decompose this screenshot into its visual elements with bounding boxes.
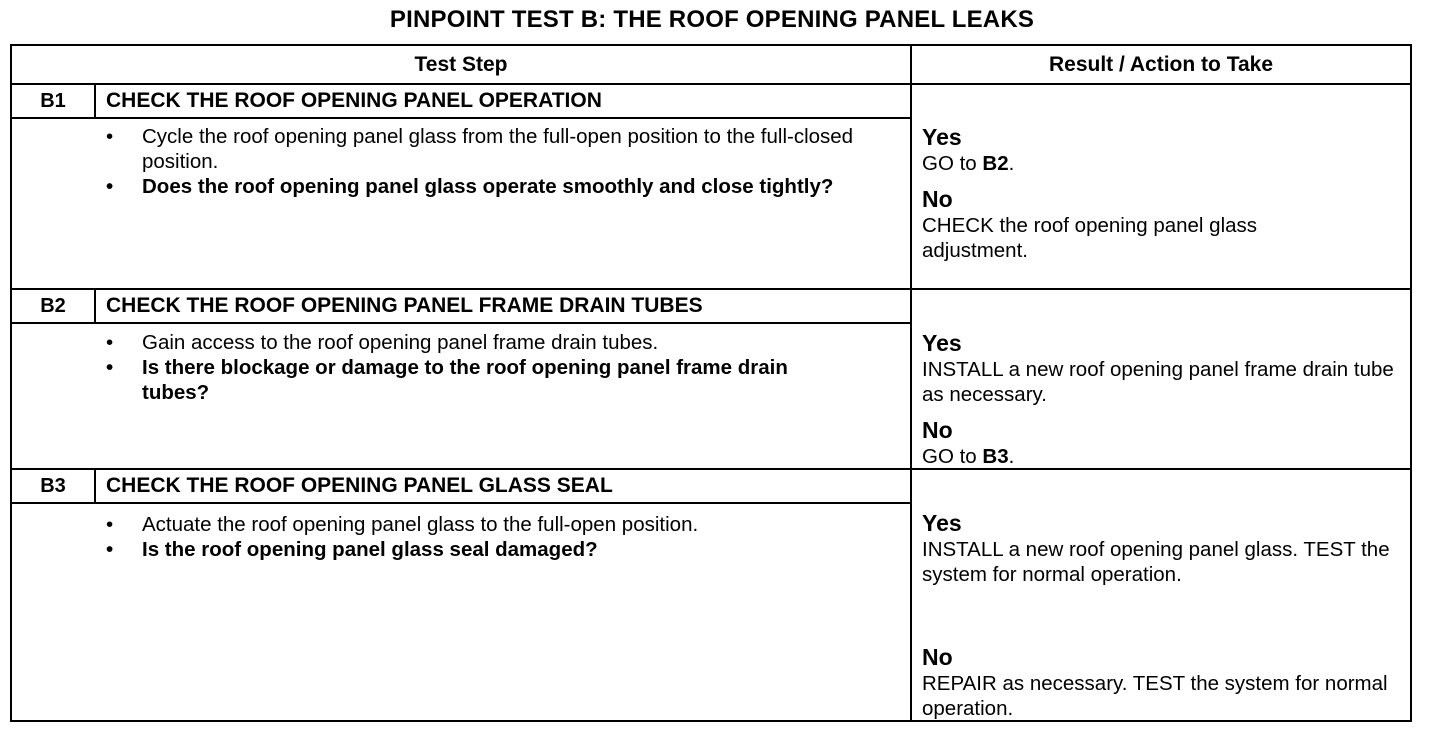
step-title-divider (12, 502, 910, 504)
result-yes-label: Yes (922, 510, 962, 536)
step-title-divider (12, 322, 910, 324)
result-b1 (922, 124, 1407, 263)
bullet-icon: • (106, 538, 114, 561)
step-id-divider (94, 85, 96, 119)
page-title: PINPOINT TEST B: THE ROOF OPENING PANEL LEAKS (389, 6, 1035, 33)
result-no-label: No (922, 186, 953, 212)
column-divider (910, 46, 912, 720)
bullet-icon: • (106, 175, 114, 198)
list-item: • Is there blockage or damage to the roof opening panel frame drain tubes? (106, 356, 788, 404)
step-id-divider (94, 290, 96, 324)
result-b2 (922, 330, 1407, 469)
step-title-divider (12, 117, 910, 119)
step-bullets-b2 (104, 330, 884, 405)
result-no-text: GO to B3. (922, 445, 1015, 468)
result-no-label: No (922, 644, 953, 670)
list-item: • Is the roof opening panel glass seal damaged? (106, 538, 598, 561)
result-yes-text: GO to B2. (922, 152, 1015, 175)
bullet-icon: • (106, 513, 114, 536)
bullet-icon: • (106, 125, 114, 148)
step-id-b2: B2 (40, 294, 66, 317)
result-yes-text: INSTALL a new roof opening panel frame drain tube as necessary. (922, 358, 1394, 406)
header-result-action: Result / Action to Take (1048, 52, 1274, 76)
list-item: • Does the roof opening panel glass operate smoothly and close tightly? (106, 175, 834, 198)
list-item: • Actuate the roof opening panel glass to the full-open position. (106, 513, 699, 536)
step-id-b3: B3 (40, 474, 66, 497)
header-test-step: Test Step (414, 52, 508, 76)
step-id-b1: B1 (40, 89, 66, 112)
list-item: • Gain access to the roof opening panel frame drain tubes. (106, 331, 659, 354)
result-b3 (922, 510, 1407, 721)
result-no-text: REPAIR as necessary. TEST the system for normal operation. (922, 672, 1388, 720)
step-title-b2: CHECK THE ROOF OPENING PANEL FRAME DRAIN TUBES (106, 294, 703, 317)
result-no-text: CHECK the roof opening panel glass adjustment. (922, 214, 1258, 262)
result-no-label: No (922, 417, 953, 443)
list-item: • Cycle the roof opening panel glass from the full-open position to the full-closed position. (106, 125, 854, 173)
step-title-b3: CHECK THE ROOF OPENING PANEL GLASS SEAL (106, 474, 613, 497)
step-bullets-b3 (104, 512, 884, 562)
bullet-icon: • (106, 356, 114, 379)
step-id-divider (94, 470, 96, 504)
result-yes-text: INSTALL a new roof opening panel glass. TEST the system for normal operation. (922, 538, 1390, 586)
step-title-b1: CHECK THE ROOF OPENING PANEL OPERATION (106, 89, 602, 112)
step-bullets-b1 (104, 124, 884, 199)
result-yes-label: Yes (922, 330, 962, 356)
pinpoint-test-table (10, 44, 1412, 722)
result-yes-label: Yes (922, 124, 962, 150)
bullet-icon: • (106, 331, 114, 354)
